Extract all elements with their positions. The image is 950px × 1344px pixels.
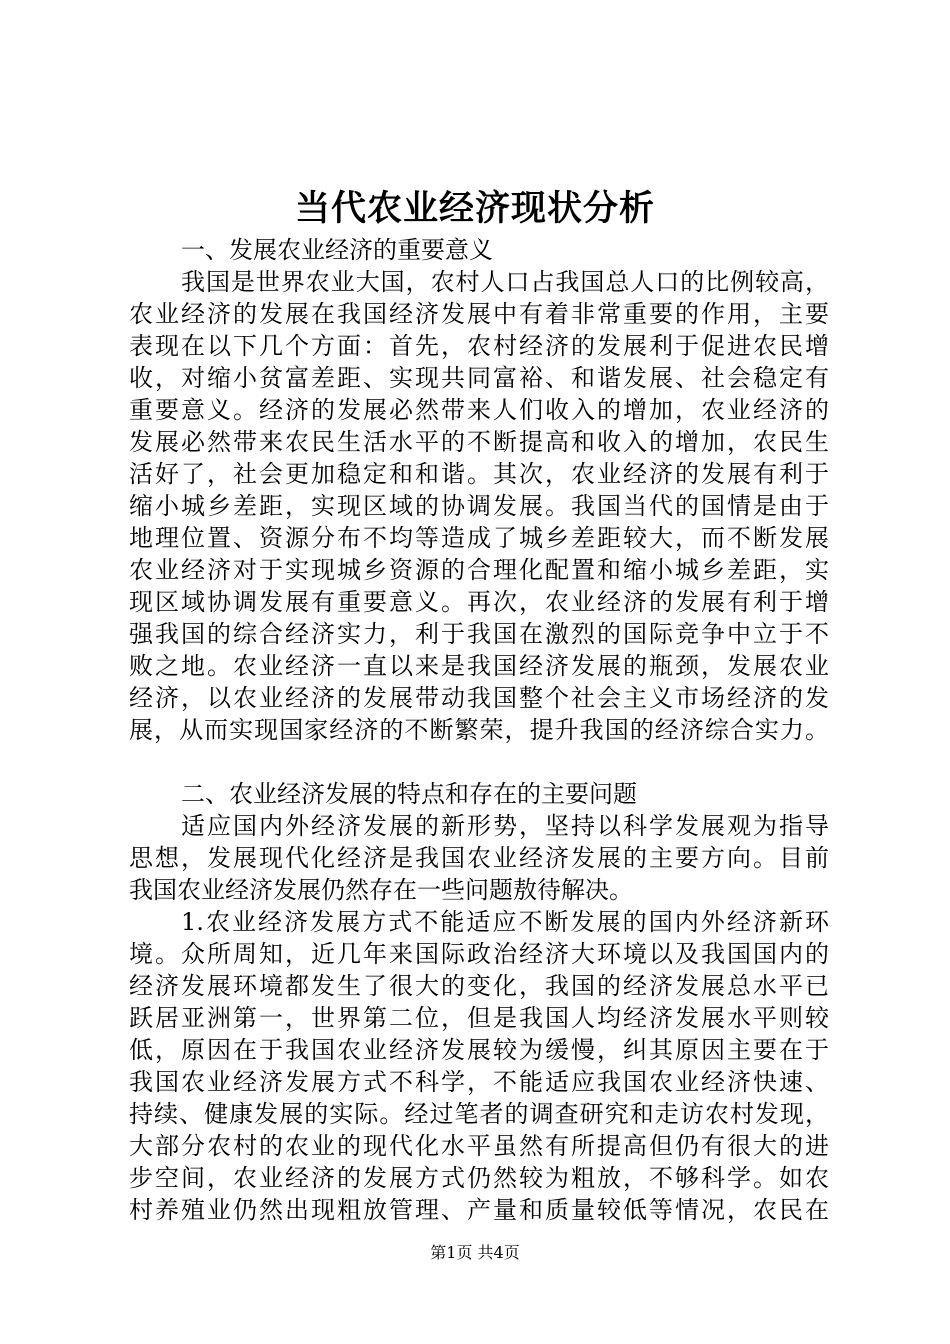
paragraph-line: 农业经济的发展在我国经济发展中有着非常重要的作用，主要 <box>129 300 829 328</box>
paragraph-line: 境。众所周知，近几年来国际政治经济大环境以及我国国内的 <box>129 940 829 968</box>
paragraph-line: 低，原因在于我国农业经济发展较为缓慢，纠其原因主要在于 <box>129 1036 829 1064</box>
paragraph-line: 思想，发展现代化经济是我国农业经济发展的主要方向。目前 <box>129 844 829 872</box>
paragraph-line: 强我国的综合经济实力，利于我国在激烈的国际竞争中立于不 <box>129 620 829 648</box>
paragraph-line: 适应国内外经济发展的新形势，坚持以科学发展观为指导 <box>181 812 829 840</box>
paragraph-line: 经济发展环境都发生了很大的变化，我国的经济发展总水平已 <box>129 972 829 1000</box>
paragraph-line: 农业经济对于实现城乡资源的合理化配置和缩小城乡差距，实 <box>129 556 829 584</box>
paragraph-line: 我国农业经济发展方式不科学，不能适应我国农业经济快速、 <box>129 1068 829 1096</box>
paragraph-line: 败之地。农业经济一直以来是我国经济发展的瓶颈，发展农业 <box>129 652 829 680</box>
document-body <box>129 234 829 1226</box>
paragraph-line: 地理位置、资源分布不均等造成了城乡差距较大，而不断发展 <box>129 524 829 552</box>
section-heading: 一、发展农业经济的重要意义 <box>181 236 493 264</box>
paragraph-line: 大部分农村的农业的现代化水平虽然有所提高但仍有很大的进 <box>129 1132 829 1160</box>
paragraph-line: 收，对缩小贫富差距、实现共同富裕、和谐发展、社会稳定有 <box>129 364 829 392</box>
paragraph-line: 缩小城乡差距，实现区域的协调发展。我国当代的国情是由于 <box>129 492 829 520</box>
paragraph-line: 展，从而实现国家经济的不断繁荣，提升我国的经济综合实力。 <box>129 716 829 744</box>
paragraph-line: 我国农业经济发展仍然存在一些问题敖待解决。 <box>129 876 633 904</box>
paragraph-line: 发展必然带来农民生活水平的不断提高和收入的增加，农民生 <box>129 428 829 456</box>
page-footer: 第1页 共4页 <box>430 1243 520 1262</box>
paragraph-spacer <box>129 746 829 778</box>
document-title: 当代农业经济现状分析 <box>294 188 655 229</box>
paragraph-line: 1.农业经济发展方式不能适应不断发展的国内外经济新环 <box>181 908 829 936</box>
paragraph-line: 经济，以农业经济的发展带动我国整个社会主义市场经济的发 <box>129 684 829 712</box>
paragraph-line: 跃居亚洲第一，世界第二位，但是我国人均经济发展水平则较 <box>129 1004 829 1032</box>
paragraph-line: 活好了，社会更加稳定和和谐。其次，农业经济的发展有利于 <box>129 460 829 488</box>
paragraph-line: 村养殖业仍然出现粗放管理、产量和质量较低等情况，农民在 <box>129 1196 829 1224</box>
paragraph-line: 现区域协调发展有重要意义。再次，农业经济的发展有利于增 <box>129 588 829 616</box>
paragraph-line: 我国是世界农业大国，农村人口占我国总人口的比例较高， <box>181 268 829 296</box>
paragraph-line: 持续、健康发展的实际。经过笔者的调查研究和走访农村发现， <box>129 1100 829 1128</box>
paragraph-line: 表现在以下几个方面：首先，农村经济的发展利于促进农民增 <box>129 332 829 360</box>
section-heading: 二、农业经济发展的特点和存在的主要问题 <box>181 780 637 808</box>
paragraph-line: 重要意义。经济的发展必然带来人们收入的增加，农业经济的 <box>129 396 829 424</box>
paragraph-line: 步空间，农业经济的发展方式仍然较为粗放，不够科学。如农 <box>129 1164 829 1192</box>
